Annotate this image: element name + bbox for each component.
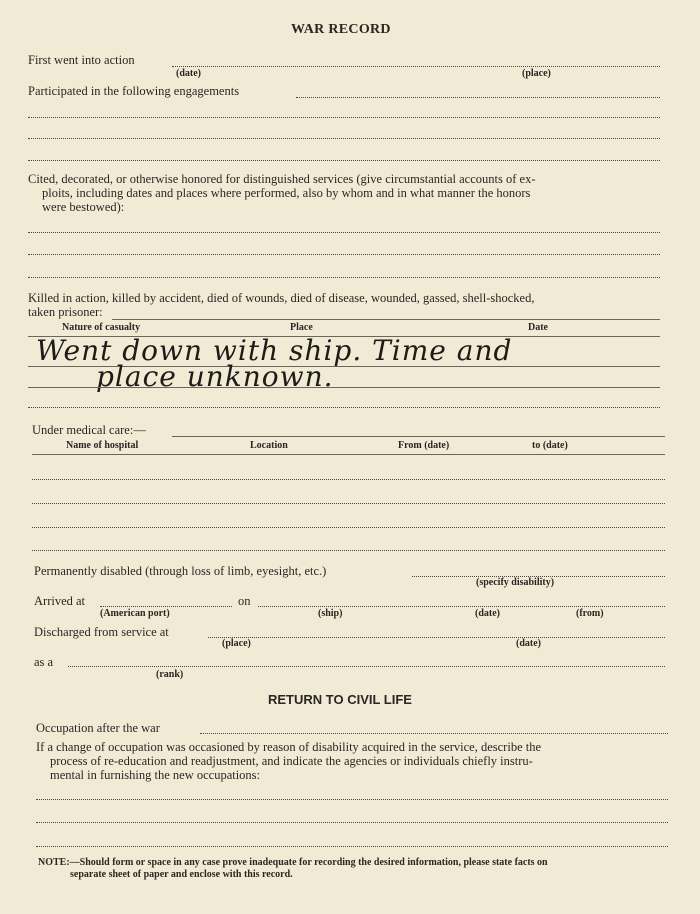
note-text-1: NOTE:—Should form or space in any case prove inadequate for recording the desired information, please state facts on	[38, 857, 548, 868]
engagements-line-1[interactable]	[296, 97, 660, 98]
medical-rule-1	[32, 454, 665, 455]
casualty-header-rule	[112, 319, 660, 320]
change-text-2: process of re-education and readjustment, and indicate the agencies or individuals chiefly instru-	[50, 754, 533, 768]
cited-text-3: were bestowed):	[42, 200, 125, 214]
engagements-line-3[interactable]	[28, 138, 660, 139]
disabled-label: Permanently disabled (through loss of limb, eyesight, etc.)	[34, 564, 327, 578]
rank-caption: (rank)	[156, 669, 184, 680]
casualty-handwriting-2: place unknown.	[96, 360, 334, 393]
medical-line-4[interactable]	[32, 550, 665, 551]
arrived-label: Arrived at	[34, 594, 86, 608]
casualty-col-date: Date	[528, 322, 548, 333]
civil-life-heading: RETURN TO CIVIL LIFE	[268, 692, 412, 707]
arrived-port-line[interactable]	[100, 606, 232, 607]
medical-col-from: From (date)	[398, 440, 450, 451]
change-line-1[interactable]	[36, 799, 668, 800]
medical-line-1[interactable]	[32, 479, 665, 480]
engagements-line-4[interactable]	[28, 160, 660, 161]
discharged-date-caption: (date)	[516, 638, 541, 649]
arrived-port-caption: (American port)	[100, 608, 170, 619]
rank-line[interactable]	[68, 666, 665, 667]
change-text-3: mental in furnishing the new occupations:	[50, 768, 261, 782]
cited-line-3[interactable]	[28, 277, 660, 278]
medical-line-3[interactable]	[32, 527, 665, 528]
casualty-text-2: taken prisoner:	[28, 305, 103, 319]
change-line-3[interactable]	[36, 846, 668, 847]
casualty-rule-4[interactable]	[28, 407, 660, 408]
medical-line-2[interactable]	[32, 503, 665, 504]
change-text-1: If a change of occupation was occasioned by reason of disability acquired in the service, describe the	[36, 740, 542, 754]
casualty-col-place: Place	[290, 322, 313, 333]
as-a-label: as a	[34, 655, 54, 669]
note-text-2: separate sheet of paper and enclose with this record.	[70, 869, 293, 880]
engagements-line-2[interactable]	[28, 117, 660, 118]
casualty-rule-3	[28, 387, 660, 388]
engagements-label: Participated in the following engagements	[28, 84, 240, 98]
discharged-line[interactable]	[208, 637, 665, 638]
medical-label: Under medical care:—	[32, 423, 146, 437]
disabled-caption: (specify disability)	[476, 577, 555, 588]
medical-col-hospital: Name of hospital	[66, 440, 139, 451]
arrived-on-label: on	[238, 594, 251, 608]
arrived-date-caption: (date)	[475, 608, 500, 619]
medical-header-rule	[172, 436, 665, 437]
cited-text-2: ploits, including dates and places where performed, also by whom and in what manner the honors	[42, 186, 531, 200]
action-label: First went into action	[28, 53, 135, 67]
occupation-label: Occupation after the war	[36, 721, 160, 735]
action-place-caption: (place)	[522, 68, 551, 79]
form-title: WAR RECORD	[291, 22, 391, 37]
medical-col-to: to (date)	[532, 440, 568, 451]
casualty-text-1: Killed in action, killed by accident, died of wounds, died of disease, wounded, gassed, shell-shocked,	[28, 291, 535, 305]
discharged-place-caption: (place)	[222, 638, 251, 649]
cited-line-1[interactable]	[28, 232, 660, 233]
action-line[interactable]	[172, 66, 660, 67]
cited-text-1: Cited, decorated, or otherwise honored for distinguished services (give circumstantial accounts of ex-	[28, 172, 536, 186]
cited-line-2[interactable]	[28, 254, 660, 255]
change-line-2[interactable]	[36, 822, 668, 823]
arrived-from-caption: (from)	[576, 608, 604, 619]
action-date-caption: (date)	[176, 68, 201, 79]
casualty-handwriting-1: Went down with ship. Time and	[36, 334, 513, 367]
arrived-ship-caption: (ship)	[318, 608, 343, 619]
discharged-label: Discharged from service at	[34, 625, 169, 639]
arrived-ship-line[interactable]	[258, 606, 665, 607]
medical-col-location: Location	[250, 440, 288, 451]
casualty-col-nature: Nature of casualty	[62, 322, 141, 333]
occupation-line[interactable]	[200, 733, 668, 734]
